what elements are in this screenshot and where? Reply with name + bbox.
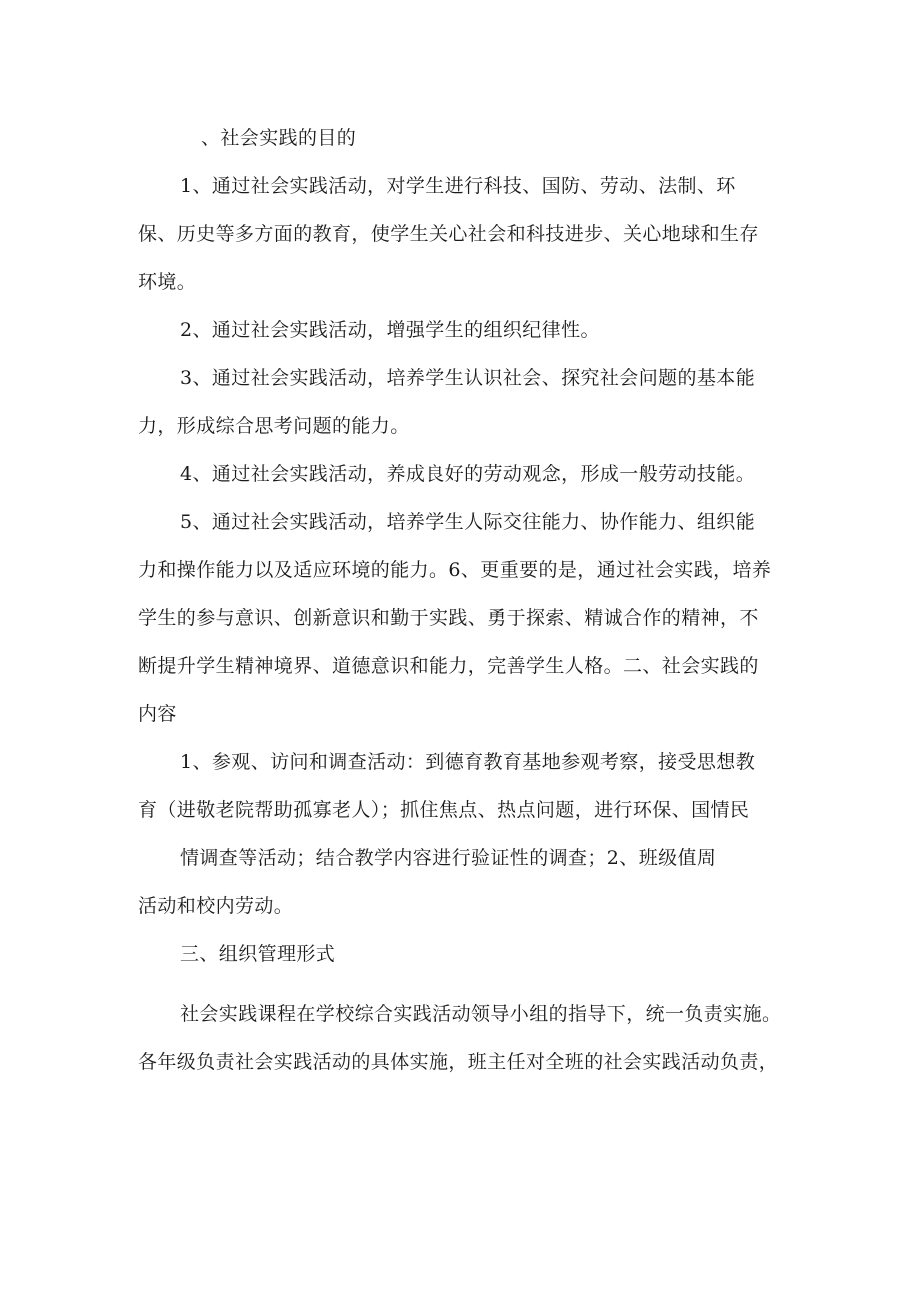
paragraph-line: 断提升学生精神境界、道德意识和能力，完善学生人格。二、社会实践的 [138,655,759,677]
paragraph-line: 3、通过社会实践活动，培养学生认识社会、探究社会问题的基本能 [180,367,756,389]
paragraph-line: 1、通过社会实践活动，对学生进行科技、国防、劳动、法制、环 [180,175,736,197]
paragraph-line: 各年级负责社会实践活动的具体实施，班主任对全班的社会实践活动负责， [138,1051,779,1073]
section-heading-content: 内容 [138,703,177,725]
paragraph-line: 力，形成综合思考问题的能力。 [138,415,410,437]
paragraph-line: 1、参观、访问和调查活动：到德育教育基地参观考察，接受思想教 [180,751,756,773]
paragraph-line: 保、历史等多方面的教育，使学生关心社会和科技进步、关心地球和生存 [138,223,759,245]
section-heading-management: 三、组织管理形式 [180,943,336,965]
paragraph-line: 情调查等活动；结合教学内容进行验证性的调查；2、班级值周 [180,847,717,869]
paragraph-line: 社会实践课程在学校综合实践活动领导小组的指导下，统一负责实施。 [180,1003,782,1025]
paragraph-line: 2、通过社会实践活动，增强学生的组织纪律性。 [180,319,600,341]
paragraph-line: 力和操作能力以及适应环境的能力。6、更重要的是，通过社会实践，培养 [138,559,772,581]
paragraph-line: 5、通过社会实践活动，培养学生人际交往能力、协作能力、组织能 [180,511,756,533]
section-heading-purpose: 、社会实践的目的 [201,127,357,149]
paragraph-line: 环境。 [138,271,197,293]
paragraph-line: 育（进敬老院帮助孤寡老人）；抓住焦点、热点问题，进行环保、国情民 [138,799,750,821]
paragraph-line: 活动和校内劳动。 [138,895,294,917]
paragraph-line: 学生的参与意识、创新意识和勤于实践、勇于探索、精诚合作的精神，不 [138,607,759,629]
paragraph-line: 4、通过社会实践活动，养成良好的劳动观念，形成一般劳动技能。 [180,463,756,485]
